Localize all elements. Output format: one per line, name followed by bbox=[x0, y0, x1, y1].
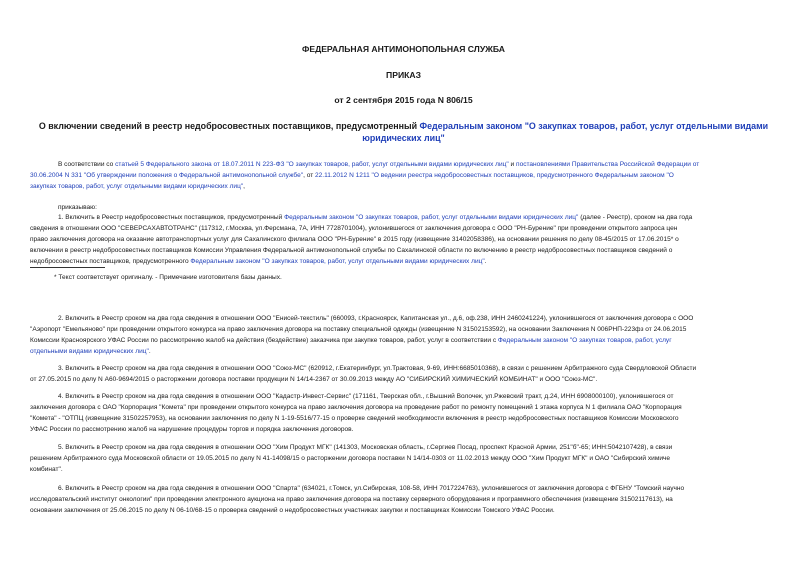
decree-331-link[interactable]: 30.06.2004 N 331 "Об утверждении положения о Федеральной антимонопольной службе" bbox=[30, 171, 304, 179]
p4-line-4: УФАС России по рассмотрению жалоб на нарушение процедуры торгов и порядка заключения договоров. bbox=[30, 425, 354, 433]
p5-line-3: комбинат". bbox=[30, 465, 63, 473]
p1-law-link[interactable]: Федеральным законом "О закупках товаров, работ, услуг отдельными видами юридических лиц" bbox=[284, 214, 579, 221]
p1-line-4: включении в реестр недобросовестных поставщиков Комиссии Управления Федеральной антимонопольной службы по Сахалинской области по включению в реестр недобросовестных поставщиков сведений о bbox=[30, 246, 673, 254]
p6-line-2: исследовательский институт онкологии" при проведении электронного аукциона на право заключения договора на поставку серверного оборудования и программного обеспечения (извещение 31502117613), на bbox=[30, 495, 673, 503]
law-223-link[interactable]: статьей 5 Федерального закона от 18.07.2011 N 223-ФЗ "О закупках товаров, работ, услуг отдельными видами юридических лиц" bbox=[115, 161, 509, 168]
title-text: О включении сведений в реестр недобросовестных поставщиков, предусмотренный bbox=[38, 121, 420, 131]
p2-line-2: "Аэропорт "Емельяново" при проведении открытого конкурса на право заключения договора на поставку специальной одежды (извещение N 31502153592), на основании Заключения N 006РНП-223фз от 24.06.2015 bbox=[30, 325, 687, 333]
p6-line-3: основании заключения от 25.06.2015 по делу N 06-10/68-15 о проверка сведений о недобросовестных участниках закупки и поставщиках Комиссии Томского УФАС России. bbox=[30, 506, 555, 514]
decree-1211-link[interactable]: 22.11.2012 N 1211 "О ведении реестра недобросовестных поставщиков, предусмотренного Федеральным законом "О bbox=[315, 171, 674, 179]
order-word: приказываю: bbox=[58, 204, 97, 211]
p1-law-link-2[interactable]: Федеральным законом "О закупках товаров, работ, услуг отдельными видами юридических лиц" bbox=[190, 257, 485, 265]
footnote-divider bbox=[30, 267, 105, 268]
p2-line-3: Комиссии Красноярского УФАС России по рассмотрению жалоб на действия (бездействие) заказчика при закупке товаров, работ, услуг в соответствии с Федеральным законом "О закупках товаров, работ, услуг bbox=[30, 336, 672, 344]
document-type: ПРИКАЗ bbox=[386, 70, 421, 80]
document-title bbox=[10, 121, 797, 144]
preamble-line-1: В соответствии со статьей 5 Федерального закона от 18.07.2011 N 223-ФЗ "О закупках товаров, работ, услуг отдельными видами юридических лиц" и постановлениями Правительства Российской Федерации от bbox=[58, 161, 700, 168]
p5-line-2: решением Арбитражного суда Московской области от 19.05.2015 по делу N 41-14098/15 о расторжении договора поставки N 14/14-0303 от 11.02.2013 между ООО "Хим Продукт МГК" и ОАО "Сибирский химиче bbox=[30, 454, 671, 462]
p6-line-1: 6. Включить в Реестр сроком на два года сведения в отношении ООО "Спарта" (634021, г.Томск, ул.Сибирская, 108-58, ИНН 7017224763), уклонившегося от заключения договора с ФГБНУ "Томский научно bbox=[58, 485, 685, 492]
p2-line-1: 2. Включить в Реестр сроком на два года сведения в отношении ООО "Енисей-текстиль" (660093, г.Красноярск, Капитанская ул., д.6, оф.238, ИНН 2460241224), уклонившегося от заключения договора с ООО bbox=[58, 315, 694, 322]
p1-line-5: недобросовестных поставщиков, предусмотренного Федеральным законом "О закупках товаров, работ, услуг отдельными видами юридических лиц". bbox=[30, 257, 487, 265]
paragraph-3 bbox=[30, 364, 777, 386]
p2-law-link[interactable]: Федеральным законом "О закупках товаров, работ, услуг bbox=[497, 336, 672, 344]
agency-name: ФЕДЕРАЛЬНАЯ АНТИМОНОПОЛЬНАЯ СЛУЖБА bbox=[302, 44, 505, 54]
paragraph-6 bbox=[30, 484, 777, 517]
paragraph-5 bbox=[30, 443, 777, 476]
paragraph-1 bbox=[30, 213, 777, 268]
p1-line-3: право заключения договора на оказание автотранспортных услуг для Сахалинского филиала ООО "РН-Бурение" в 2015 году (извещение 31402058386), на основании решения по делу 08-45/2015 от 17.06.2015* о bbox=[30, 235, 679, 243]
preamble bbox=[30, 160, 777, 193]
title-law-link[interactable]: Федеральным законом "О закупках товаров, работ, услуг отдельными видами bbox=[419, 121, 769, 131]
p2-line-4: отдельными видами юридических лиц". bbox=[30, 347, 151, 355]
government-decrees-link[interactable]: постановлениями Правительства Российской Федерации от bbox=[516, 161, 700, 168]
footnote: * Текст соответствует оригиналу. - Примечание изготовителя базы данных. bbox=[54, 274, 282, 281]
p5-line-1: 5. Включить в Реестр сроком на два года сведения в отношении ООО "Хим Продукт МГК" (141303, Московская область, г.Сергиев Посад, проспект Красной Армии, 251"б"-65; ИНН:5042107428), в связи bbox=[58, 444, 673, 451]
p3-line-1: 3. Включить в Реестр сроком на два года сведения в отношении ООО "Союз-МС" (620912, г.Екатеринбург, ул.Трактовая, 9-69, ИНН:6685010368), в связи с решением Арбитражного суда Свердловской Области bbox=[58, 365, 697, 372]
preamble-line-3: закупках товаров, работ, услуг отдельными видами юридических лиц", bbox=[30, 182, 245, 190]
document-date-number: от 2 сентября 2015 года N 806/15 bbox=[334, 95, 473, 105]
p2-law-link-cont[interactable]: отдельными видами юридических лиц" bbox=[30, 347, 149, 355]
paragraph-2 bbox=[30, 314, 777, 358]
p3-line-2: от 27.05.2015 по делу N А60-9694/2015 о расторжении договора поставки продукции N 14/14-2367 от 30.09.2013 между АО "СИБИРСКИЙ ХИМИЧЕСКИЙ КОМБИНАТ" и ООО "Союз-МС". bbox=[30, 375, 598, 383]
paragraph-4 bbox=[30, 392, 777, 436]
p1-line-1: 1. Включить в Реестр недобросовестных поставщиков, предусмотренный Федеральным законом "О закупках товаров, работ, услуг отдельными видами юридических лиц" (далее - Реестр), сроком на два года bbox=[58, 214, 693, 221]
p4-line-1: 4. Включить в Реестр сроком на два года сведения в отношении ООО "Кадастр-Инвест-Сервис" (171161, Тверская обл., г.Вышний Волочек, ул.Ржевский тракт, д.24, ИНН 6908000100), уклонившегося от bbox=[58, 393, 674, 400]
preamble-line-2: 30.06.2004 N 331 "Об утверждении положения о Федеральной антимонопольной службе", от 22.11.2012 N 1211 "О ведении реестра недобросовестных поставщиков, предусмотренного Федеральным законом "О bbox=[30, 171, 674, 179]
title-law-link-cont[interactable]: юридических лиц" bbox=[362, 132, 445, 143]
decree-1211-link-cont[interactable]: закупках товаров, работ, услуг отдельными видами юридических лиц" bbox=[30, 182, 244, 190]
p4-line-3: "Комета" - "ОТПЦ (извещение 31502257953), на основании заключения по делу N 1-19-5516/77-15 о проверке сведений необходимости включения в реестр недобросовестных поставщиков Комиссии Московского bbox=[30, 414, 679, 422]
p1-line-2: сведения в отношении ООО "СЕВЕРСАХАВТОТРАНС" (117312, г.Москва, ул.Ферсмана, 7А, ИНН 7728701004), уклонившегося от заключения договора с ООО "РН-Бурение" при проведении открытого запроса цен bbox=[30, 224, 678, 232]
p4-line-2: заключения договора с ОАО "Корпорация "Комета" при проведении открытого конкурса на право заключения договора на проведение работ по ремонту помещений 1 этажа корпуса N 1 филиала ОАО "Корпорация bbox=[30, 403, 682, 411]
